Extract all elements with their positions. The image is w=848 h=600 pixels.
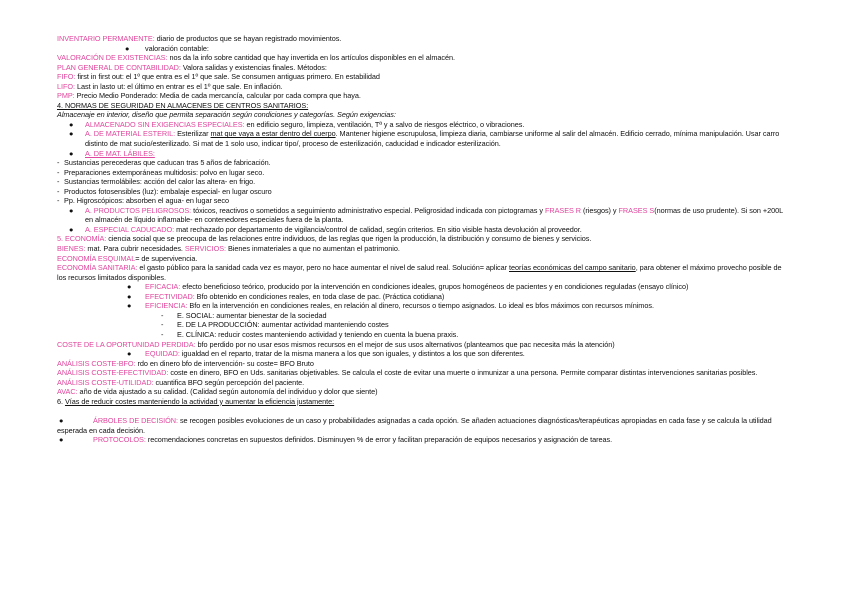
- dash-marker: -: [57, 186, 60, 196]
- definition-text: se recogen posibles evoluciones de un caso y probabilidades asignadas a cada opción. Se añaden actuaciones diagnósticas/terapéuticas apropiadas en cada fase y se calcula la utilidad esperada en cada decisión.: [57, 416, 772, 435]
- bullet-icon: ●: [127, 301, 132, 311]
- term-label: ÁRBOLES DE DECISIÓN:: [93, 416, 178, 426]
- term-label: INVENTARIO PERMANENTE:: [57, 34, 155, 43]
- spacer: [57, 406, 787, 416]
- dash-marker: -: [57, 167, 60, 177]
- dash-item: [57, 196, 787, 206]
- analisis-coste-utilidad-line: [57, 378, 787, 388]
- definition-text: diario de productos que se hayan registrado movimientos.: [154, 34, 342, 43]
- analisis-coste-bfo-line: [57, 359, 787, 369]
- term-label: PMP:: [57, 91, 75, 101]
- dash-text: Productos fotosensibles (luz): embalaje especial- en lugar oscuro: [64, 186, 272, 196]
- definition-text: bfo perdido por no usar esos mismos recursos en el mejor de sus usos alternativos (planteamos que pac necesita más la atención): [195, 339, 615, 349]
- bullet-icon: ●: [125, 43, 130, 53]
- definition-text: , para obtener el máximo provecho posible de los recursos limitados disponibles.: [57, 263, 782, 282]
- economia-sanitaria-line: [57, 263, 787, 282]
- highlight-text: FRASES R: [544, 205, 582, 215]
- definition-text: Esterilizar: [175, 129, 211, 139]
- definition-text: ciencia social que se preocupa de las relaciones entre individuos, de las reglas que rigen la producción, la distribución y consumo de bienes y servicios.: [106, 234, 592, 244]
- bullet-text: valoración contable:: [145, 43, 209, 53]
- definition-text: efecto beneficioso teórico, producido por la intervención en condiciones ideales, grupos homogéneos de pacientes y en condiciones reguladas (ensayo clínico): [180, 282, 689, 292]
- definition-text: Last in lasto ut: el último en entrar es el 1º que sale. En inflación.: [75, 81, 283, 91]
- term-label: A. PRODUCTOS PELIGROSOS:: [85, 205, 192, 215]
- dash-item: [57, 158, 787, 168]
- definition-text: Bfo obtenido en condiciones reales, en toda clase de pac. (Práctica cotidiana): [194, 291, 445, 301]
- definition-text: igualdad en el reparto, tratar de la misma manera a los que son iguales, y distintos a los que son diferentes.: [179, 349, 525, 359]
- definition-text: tóxicos, reactivos o sometidos a seguimiento administrativo especial. Peligrosidad indicada con pictogramas y: [191, 205, 545, 215]
- dash-item: [57, 330, 787, 340]
- dash-text: Sustancias perecederas que caducan tras 5 años de fabricación.: [64, 158, 271, 168]
- definition-text: el gasto público para la sanidad cada vez es mayor, pero no hace aumentar el nivel de salud real. Solución= aplicar: [137, 263, 510, 273]
- term-label: ECONOMÍA SANITARIA:: [57, 263, 138, 273]
- dash-marker: -: [161, 320, 164, 330]
- term-label: EFICIENCIA:: [145, 301, 188, 311]
- dash-marker: -: [57, 177, 60, 187]
- bullet-item: [57, 129, 787, 148]
- term-label: EQUIDAD:: [145, 349, 180, 359]
- dash-text: Sustancias termolábiles: acción del calor las altera- en frigo.: [64, 177, 256, 187]
- definition-text: mat rechazado por departamento de vigilancia/control de calidad, según criterios. En sitio visible hasta devolución al proveedor.: [174, 224, 582, 234]
- bullet-icon: ●: [69, 119, 74, 129]
- definition-text: cuantifica BFO según percepción del paciente.: [153, 377, 305, 387]
- underlined-text: mat que vaya a estar dentro del cuerpo: [210, 129, 336, 139]
- dash-text: Pp. Higroscópicos: absorben el agua- en lugar seco: [64, 196, 230, 206]
- term-label: ANÁLISIS COSTE-BFO:: [57, 358, 136, 368]
- section-title: Vías de reducir costes manteniendo la actividad y aumentar la eficiencia justamente:: [64, 396, 335, 406]
- dash-text: E. CLÍNICA: reducir costes manteniendo actividad y teniendo en cuenta la buena praxis.: [177, 329, 459, 339]
- plan-general-line: [57, 63, 787, 73]
- bullet-icon: ●: [127, 282, 132, 292]
- section-number: 6.: [57, 396, 65, 406]
- bullet-icon: ●: [69, 205, 74, 215]
- term-label: 5. ECONOMÍA:: [57, 234, 107, 244]
- bullet-icon: ●: [69, 129, 74, 139]
- coste-oportunidad-line: [57, 340, 787, 350]
- definition-text: (riesgos) y: [581, 205, 619, 215]
- dash-item: [57, 320, 787, 330]
- bullet-icon: ●: [59, 435, 64, 445]
- term-label: AVAC:: [57, 387, 78, 397]
- term-label: ALMACENADO SIN EXIGENCIAS ESPECIALES:: [85, 119, 245, 129]
- highlight-text: FRASES S: [618, 205, 655, 215]
- term-label: A. ESPECIAL CADUCADO:: [85, 224, 175, 234]
- bullet-icon: ●: [69, 224, 74, 234]
- term-label: VALORACIÓN DE EXISTENCIAS:: [57, 53, 168, 63]
- lifo-line: [57, 82, 787, 92]
- definition-text: rdo en dinero bfo de intervención- su coste= BFO Bruto: [135, 358, 314, 368]
- definition-text: año de vida ajustado a su calidad. (Calidad según autonomía del individuo y dolor que siente): [77, 387, 378, 397]
- bullet-icon: ●: [127, 349, 132, 359]
- bullet-item: [57, 301, 787, 311]
- bullet-item: [57, 292, 787, 302]
- analisis-coste-efectividad-line: [57, 368, 787, 378]
- economia-esquimal-line: [57, 254, 787, 264]
- fifo-line: [57, 72, 787, 82]
- dash-marker: -: [57, 158, 60, 168]
- definition-text: en edificio seguro, limpieza, ventilación, Tª y a salvo de riesgos eléctrico, o vibraciones.: [244, 119, 525, 129]
- definition-text: Precio Medio Ponderado: Media de cada mercancía, calcular por cada compra que haya.: [74, 91, 361, 101]
- definition-text: (normas de uso prudente). Si son +200L en almacén de líquido inflamable- en contenedores especiales fuera de la planta.: [85, 205, 783, 225]
- dash-text: E. SOCIAL: aumentar bienestar de la sociedad: [177, 310, 327, 320]
- term-label: LIFO:: [57, 81, 75, 91]
- term-label: A. DE MAT. LÁBILES:: [85, 148, 155, 158]
- definition-text: mat. Para cubrir necesidades.: [85, 244, 185, 254]
- term-label: ECONOMÍA ESQUIMAL: [57, 253, 136, 263]
- dash-item: [57, 177, 787, 187]
- definition-text: Bienes inmateriales a que no aumentan el patrimonio.: [226, 244, 400, 254]
- dash-text: E. DE LA PRODUCCIÓN: aumentar actividad manteniendo costes: [177, 320, 389, 330]
- dash-marker: -: [161, 329, 164, 339]
- valoracion-existencias-line: [57, 53, 787, 63]
- bullet-item: [57, 416, 787, 435]
- bullet-item: [57, 120, 787, 130]
- definition-text: Bfo en la intervención en condiciones reales, en relación al dinero, recursos o tiempo asignados. Lo ideal es bfos máximos con recursos mínimos.: [187, 301, 654, 311]
- bullet-item: [57, 206, 787, 225]
- term-label: FIFO:: [57, 72, 76, 82]
- bullet-icon: ●: [127, 291, 132, 301]
- definition-text: coste en dinero, BFO en Uds. sanitarias objetivables. Se calcula el coste de evitar una muerte o inmunizar a una persona. Permite comparar distintas intervenciones sanitarias posibles.: [168, 368, 758, 378]
- economia-line: [57, 234, 787, 244]
- intro-text: Almacenaje en interior, diseño que permita separación según condiciones y categorías. Según exigencias:: [57, 110, 396, 120]
- term-label: EFECTIVIDAD:: [145, 291, 195, 301]
- bullet-item: [57, 225, 787, 235]
- term-label: BIENES:: [57, 244, 86, 254]
- term-label: EFICACIA:: [145, 282, 181, 292]
- bullet-item: [57, 349, 787, 359]
- section-heading: [57, 397, 787, 407]
- bullet-item: [57, 44, 787, 54]
- term-label: PROTOCOLOS:: [93, 435, 146, 445]
- document-page: [57, 34, 787, 445]
- dash-marker: -: [57, 196, 60, 206]
- dash-item: [57, 168, 787, 178]
- underlined-text: teorías económicas del campo sanitario: [509, 263, 636, 273]
- term-label: ANÁLISIS COSTE-EFECTIVIDAD:: [57, 368, 169, 378]
- inventario-permanente-line: [57, 34, 787, 44]
- definition-text: Valora salidas y existencias finales. Métodos:: [180, 62, 327, 72]
- dash-item: [57, 311, 787, 321]
- pmp-line: [57, 91, 787, 101]
- term-label: COSTE DE LA OPORTUNIDAD PERDIDA:: [57, 339, 196, 349]
- bullet-item: [57, 149, 787, 159]
- definition-text: recomendaciones concretas en supuestos definidos. Disminuyen % de error y facilitan preparación de equipos necesarios y asignación de tareas.: [145, 435, 613, 445]
- term-label: ANÁLISIS COSTE-UTILIDAD:: [57, 377, 154, 387]
- bullet-item: [57, 282, 787, 292]
- bullet-item: [57, 435, 787, 445]
- bullet-icon: ●: [69, 148, 74, 158]
- definition-text: = de supervivencia.: [135, 253, 198, 263]
- section-heading: 4. NORMAS DE SEGURIDAD EN ALMACENES DE CENTROS SANITARIOS:: [57, 100, 309, 110]
- term-label: PLAN GENERAL DE CONTABILIDAD:: [57, 62, 181, 72]
- term-label: SERVICIOS:: [184, 244, 227, 254]
- definition-text: nos da la info sobre cantidad que hay invertida en los artículos disponibles en el almacén.: [167, 53, 455, 63]
- term-label: A. DE MATERIAL ESTERIL:: [85, 129, 176, 139]
- bullet-icon: ●: [59, 416, 64, 426]
- dash-item: [57, 187, 787, 197]
- bienes-line: [57, 244, 787, 254]
- dash-text: Preparaciones extemporáneas multidosis: polvo en lugar seco.: [64, 167, 265, 177]
- dash-marker: -: [161, 310, 164, 320]
- avac-line: [57, 387, 787, 397]
- definition-text: first in first out: el 1º que entra es el 1º que sale. Se consumen antiguas primero. En estabilidad: [75, 72, 380, 82]
- definition-text: . Mantener higiene escrupulosa, limpieza diaria, cambiarse uniforme al salir del almacén. Edificio cerrado, mínima manipulación. Usar carro distinto de mat sucio/esterilizado. Si mat de 1 solo uso, indicar tipo/, proceso de esterilización, caducidad e indicador esterilización.: [85, 129, 780, 149]
